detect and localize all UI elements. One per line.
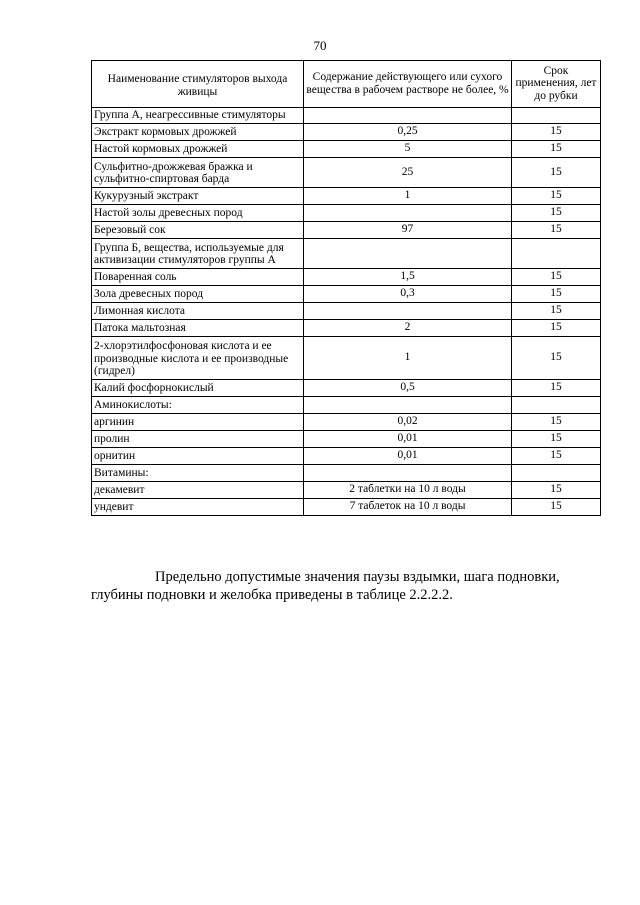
cell-term: 15	[512, 140, 601, 157]
table-row	[92, 187, 601, 204]
table-row	[92, 140, 601, 157]
cell-content: 7 таблеток на 10 л воды	[304, 498, 512, 515]
cell-term: 15	[512, 204, 601, 221]
cell-content: 1	[304, 187, 512, 204]
table-row	[92, 430, 601, 447]
cell-content	[304, 238, 512, 268]
table-row	[92, 123, 601, 140]
cell-term: 15	[512, 498, 601, 515]
cell-name: орнитин	[92, 447, 304, 464]
cell-term	[512, 238, 601, 268]
cell-content	[304, 108, 512, 124]
header-content: Содержание действующего или сухого вещества в рабочем растворе не более, %	[304, 61, 512, 108]
table-row	[92, 481, 601, 498]
cell-content: 0,01	[304, 447, 512, 464]
cell-name: Лимонная кислота	[92, 302, 304, 319]
cell-name: Калий фосфорнокислый	[92, 379, 304, 396]
cell-content: 2	[304, 319, 512, 336]
cell-name: ундевит	[92, 498, 304, 515]
table-row	[92, 268, 601, 285]
cell-content	[304, 464, 512, 481]
cell-name: аргинин	[92, 413, 304, 430]
cell-name: пролин	[92, 430, 304, 447]
cell-term: 15	[512, 187, 601, 204]
table-row	[92, 108, 601, 124]
cell-name: Сульфитно-дрожжевая бражка и сульфитно-спиртовая барда	[92, 157, 304, 187]
cell-term: 15	[512, 268, 601, 285]
cell-name: Экстракт кормовых дрожжей	[92, 123, 304, 140]
cell-name: Настой кормовых дрожжей	[92, 140, 304, 157]
cell-term: 15	[512, 481, 601, 498]
page-number: 70	[313, 38, 327, 53]
cell-term: 15	[512, 221, 601, 238]
cell-name: Витамины:	[92, 464, 304, 481]
cell-content: 0,3	[304, 285, 512, 302]
table-row	[92, 413, 601, 430]
cell-name: 2-хлорэтилфосфоновая кислота и ее производные кислота и ее производные (гидрел)	[92, 336, 304, 379]
cell-term: 15	[512, 430, 601, 447]
table-row	[92, 221, 601, 238]
cell-content: 1,5	[304, 268, 512, 285]
header-term: Срок применения, лет до рубки	[512, 61, 601, 108]
cell-content: 0,01	[304, 430, 512, 447]
cell-term: 15	[512, 302, 601, 319]
cell-content	[304, 204, 512, 221]
cell-term: 15	[512, 319, 601, 336]
cell-term: 15	[512, 123, 601, 140]
cell-name: Патока мальтозная	[92, 319, 304, 336]
cell-term: 15	[512, 157, 601, 187]
cell-name: Кукурузный экстракт	[92, 187, 304, 204]
table-row	[92, 498, 601, 515]
table-row	[92, 302, 601, 319]
cell-content: 5	[304, 140, 512, 157]
cell-content	[304, 302, 512, 319]
header-name: Наименование стимуляторов выхода живицы	[92, 61, 304, 108]
cell-term	[512, 108, 601, 124]
cell-name: Группа Б, вещества, используемые для активизации стимуляторов группы А	[92, 238, 304, 268]
table-header-row	[92, 61, 601, 108]
table-row	[92, 238, 601, 268]
cell-term: 15	[512, 336, 601, 379]
cell-content: 25	[304, 157, 512, 187]
cell-term	[512, 464, 601, 481]
cell-content: 1	[304, 336, 512, 379]
cell-term: 15	[512, 413, 601, 430]
cell-content: 0,5	[304, 379, 512, 396]
table-row	[92, 447, 601, 464]
cell-term: 15	[512, 447, 601, 464]
cell-content: 0,25	[304, 123, 512, 140]
body-paragraph-line2: глубины подновки и желобка приведены в таблице 2.2.2.2.	[91, 587, 453, 603]
table-row	[92, 319, 601, 336]
cell-content: 0,02	[304, 413, 512, 430]
cell-name: Группа А, неагрессивные стимуляторы	[92, 108, 304, 124]
cell-name: Зола древесных пород	[92, 285, 304, 302]
table-row	[92, 464, 601, 481]
cell-name: Березовый сок	[92, 221, 304, 238]
table-row	[92, 157, 601, 187]
cell-name: Аминокислоты:	[92, 396, 304, 413]
cell-name: декамевит	[92, 481, 304, 498]
cell-content: 97	[304, 221, 512, 238]
table-row	[92, 379, 601, 396]
stimulants-table	[91, 60, 601, 516]
cell-content: 2 таблетки на 10 л воды	[304, 481, 512, 498]
table-row	[92, 204, 601, 221]
table-row	[92, 396, 601, 413]
cell-term	[512, 396, 601, 413]
cell-content	[304, 396, 512, 413]
cell-name: Настой золы древесных пород	[92, 204, 304, 221]
table-row	[92, 285, 601, 302]
body-paragraph-line1: Предельно допустимые значения паузы вздымки, шага подновки,	[155, 569, 560, 585]
cell-name: Поваренная соль	[92, 268, 304, 285]
cell-term: 15	[512, 379, 601, 396]
cell-term: 15	[512, 285, 601, 302]
table-row	[92, 336, 601, 379]
